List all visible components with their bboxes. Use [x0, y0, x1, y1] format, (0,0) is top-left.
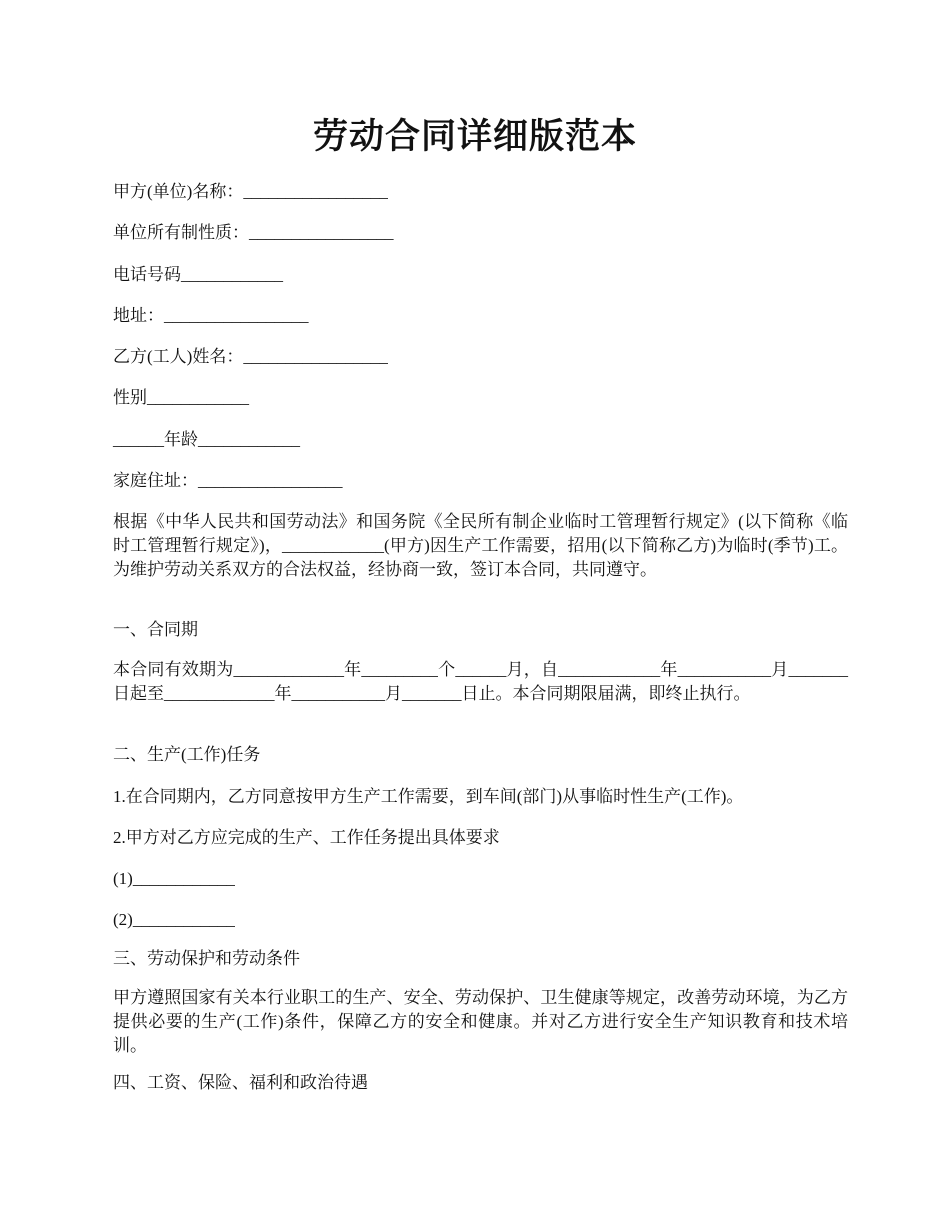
section-3-body: 甲方遵照国家有关本行业职工的生产、安全、劳动保护、卫生健康等规定，改善劳动环境，为乙方提供必要的生产(工作)条件，保障乙方的安全和健康。并对乙方进行安全生产知识教育和技术培训。: [113, 988, 848, 1055]
document-title: 劳动合同详细版范本: [312, 117, 637, 156]
unit-ownership-field: 单位所有制性质：_________________: [113, 223, 394, 242]
party-b-name-field: 乙方(工人)姓名：_________________: [113, 347, 388, 366]
section-4-heading: 四、工资、保险、福利和政治待遇: [113, 1073, 368, 1092]
party-a-name-field: 甲方(单位)名称：_________________: [113, 182, 388, 201]
section-2-heading: 二、生产(工作)任务: [113, 745, 261, 764]
home-address-field: 家庭住址：_________________: [113, 471, 343, 490]
section-2-sub-1: (1)____________: [113, 869, 235, 888]
intro-paragraph: 根据《中华人民共和国劳动法》和国务院《全民所有制企业临时工管理暂行规定》(以下简称《临时工管理暂行规定》)，____________(甲方)因生产工作需要，招用(以下简称乙方)为临时(季节)工。为维护劳动关系双方的合法权益，经协商一致，签订本合同，共同遵守。: [113, 512, 848, 579]
gender-field: 性别____________: [113, 388, 249, 407]
section-2-item-1: 1.在合同期内，乙方同意按甲方生产工作需要，到车间(部门)从事临时性生产(工作)。: [113, 787, 744, 806]
section-1-body: 本合同有效期为_____________年_________个______月，自____________年___________月_______日起至_____________年___________月_______日止。本合同期限届满，即终止执行。: [113, 660, 848, 703]
section-2-sub-2: (2)____________: [113, 910, 235, 929]
phone-field: 电话号码____________: [113, 265, 283, 284]
section-1-heading: 一、合同期: [113, 620, 198, 639]
section-3-heading: 三、劳动保护和劳动条件: [113, 949, 300, 968]
section-2-item-2: 2.甲方对乙方应完成的生产、工作任务提出具体要求: [113, 828, 500, 847]
address-field: 地址：_________________: [113, 306, 309, 325]
age-field: ______年龄____________: [113, 430, 300, 449]
